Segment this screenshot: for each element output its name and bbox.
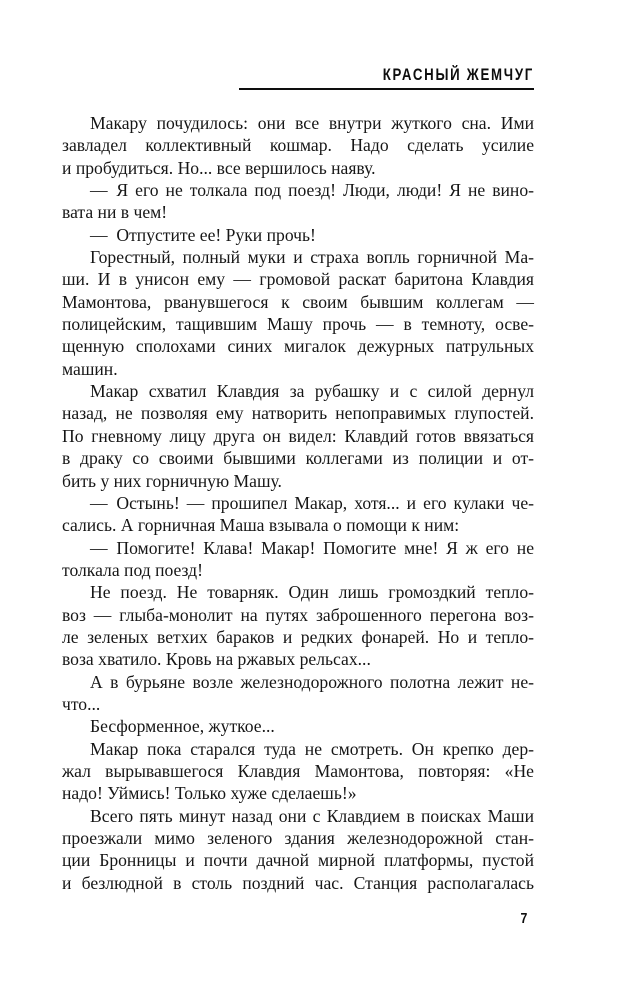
text-line: сались. А горничная Маша взывала о помощи к ним: bbox=[62, 515, 460, 536]
text-line: назад, не позволяя ему натворить непоправимых глупостей. bbox=[62, 403, 534, 424]
page-number-value: 7 bbox=[520, 910, 527, 927]
text-line: Мамонтова, рванувшегося к своим бывшим коллегам — bbox=[62, 291, 534, 312]
text-line: и пробудиться. Но... все вершилось наяву. bbox=[62, 157, 376, 178]
paragraph bbox=[62, 492, 534, 537]
text-line: Макару почудилось: они все внутри жуткого сна. Ими bbox=[90, 113, 534, 133]
text-line: По гневному лицу друга он видел: Клавдий готов ввязаться bbox=[62, 425, 534, 446]
text-line: надо! Уймись! Только хуже сделаешь!» bbox=[62, 783, 357, 804]
text-line: воз — глыба-монолит на путях заброшенного перегона воз- bbox=[62, 604, 534, 625]
paragraph bbox=[62, 224, 534, 246]
paragraph bbox=[62, 805, 534, 894]
text-line: что... bbox=[62, 693, 101, 714]
paragraph bbox=[62, 112, 534, 179]
text-line: проезжали мимо зеленого здания железнодорожной стан- bbox=[62, 828, 534, 848]
paragraph bbox=[62, 715, 534, 737]
text-line: Макар схватил Клавдия за рубашку и с силой дернул bbox=[90, 381, 534, 402]
text-line: Макар пока старался туда не смотреть. Он крепко дер- bbox=[90, 738, 534, 759]
text-line: полицейским, тащившим Машу прочь — в темноту, осве- bbox=[62, 314, 534, 335]
paragraph bbox=[62, 179, 534, 224]
text-line: А в бурьяне возле железнодорожного полотна лежит не- bbox=[90, 671, 534, 692]
text-line: вата ни в чем! bbox=[62, 202, 168, 223]
paragraph bbox=[62, 738, 534, 805]
text-line: Всего пять минут назад они с Клавдием в поисках Маши bbox=[90, 805, 534, 826]
text-line: — Остынь! — прошипел Макар, хотя... и его кулаки че- bbox=[90, 492, 534, 513]
running-title: КРАСНЫЙ ЖЕМЧУГ bbox=[382, 65, 534, 84]
header-rule bbox=[239, 88, 534, 90]
text-line: Не поезд. Не товарняк. Один лишь громоздкий тепло- bbox=[90, 582, 534, 603]
paragraph bbox=[62, 537, 534, 582]
text-line: Горестный, полный муки и страха вопль горничной Ма- bbox=[90, 247, 534, 268]
text-line: ции Бронницы и почти дачной мирной платформы, пустой bbox=[62, 850, 534, 871]
text-line: завладел коллективный кошмар. Надо сделать усилие bbox=[62, 135, 534, 156]
paragraph bbox=[62, 581, 534, 670]
text-line: в драку со своими бывшими коллегами из полиции и от- bbox=[62, 448, 534, 469]
text-line: — Помогите! Клава! Макар! Помогите мне! Я ж его не bbox=[90, 537, 534, 558]
page-header bbox=[239, 64, 534, 90]
text-line: толкала под поезд! bbox=[62, 559, 203, 580]
page-number bbox=[0, 910, 527, 927]
text-line: Бесформенное, жуткое... bbox=[90, 716, 275, 737]
text-line: — Я его не толкала под поезд! Люди, люди! Я не вино- bbox=[90, 180, 534, 201]
text-line: ле зеленых ветхих бараков и редких фонарей. Но и тепло- bbox=[62, 626, 534, 647]
text-line: — Отпустите ее! Руки прочь! bbox=[90, 224, 316, 245]
text-line: жал вырывавшегося Клавдия Мамонтова, повторяя: «Не bbox=[62, 760, 534, 781]
text-line: ши. И в унисон ему — громовой раскат баритона Клавдия bbox=[62, 269, 534, 290]
text-line: машин. bbox=[62, 358, 118, 379]
paragraph bbox=[62, 380, 534, 492]
text-line: и безлюдной в столь поздний час. Станция располагалась bbox=[62, 872, 534, 893]
text-line: бить у них горничную Машу. bbox=[62, 470, 282, 491]
text-line: воза хватило. Кровь на ржавых рельсах... bbox=[62, 649, 371, 670]
body-text bbox=[62, 112, 534, 894]
paragraph bbox=[62, 246, 534, 380]
paragraph bbox=[62, 671, 534, 716]
text-line: щенную сполохами синих мигалок дежурных патрульных bbox=[62, 336, 534, 357]
